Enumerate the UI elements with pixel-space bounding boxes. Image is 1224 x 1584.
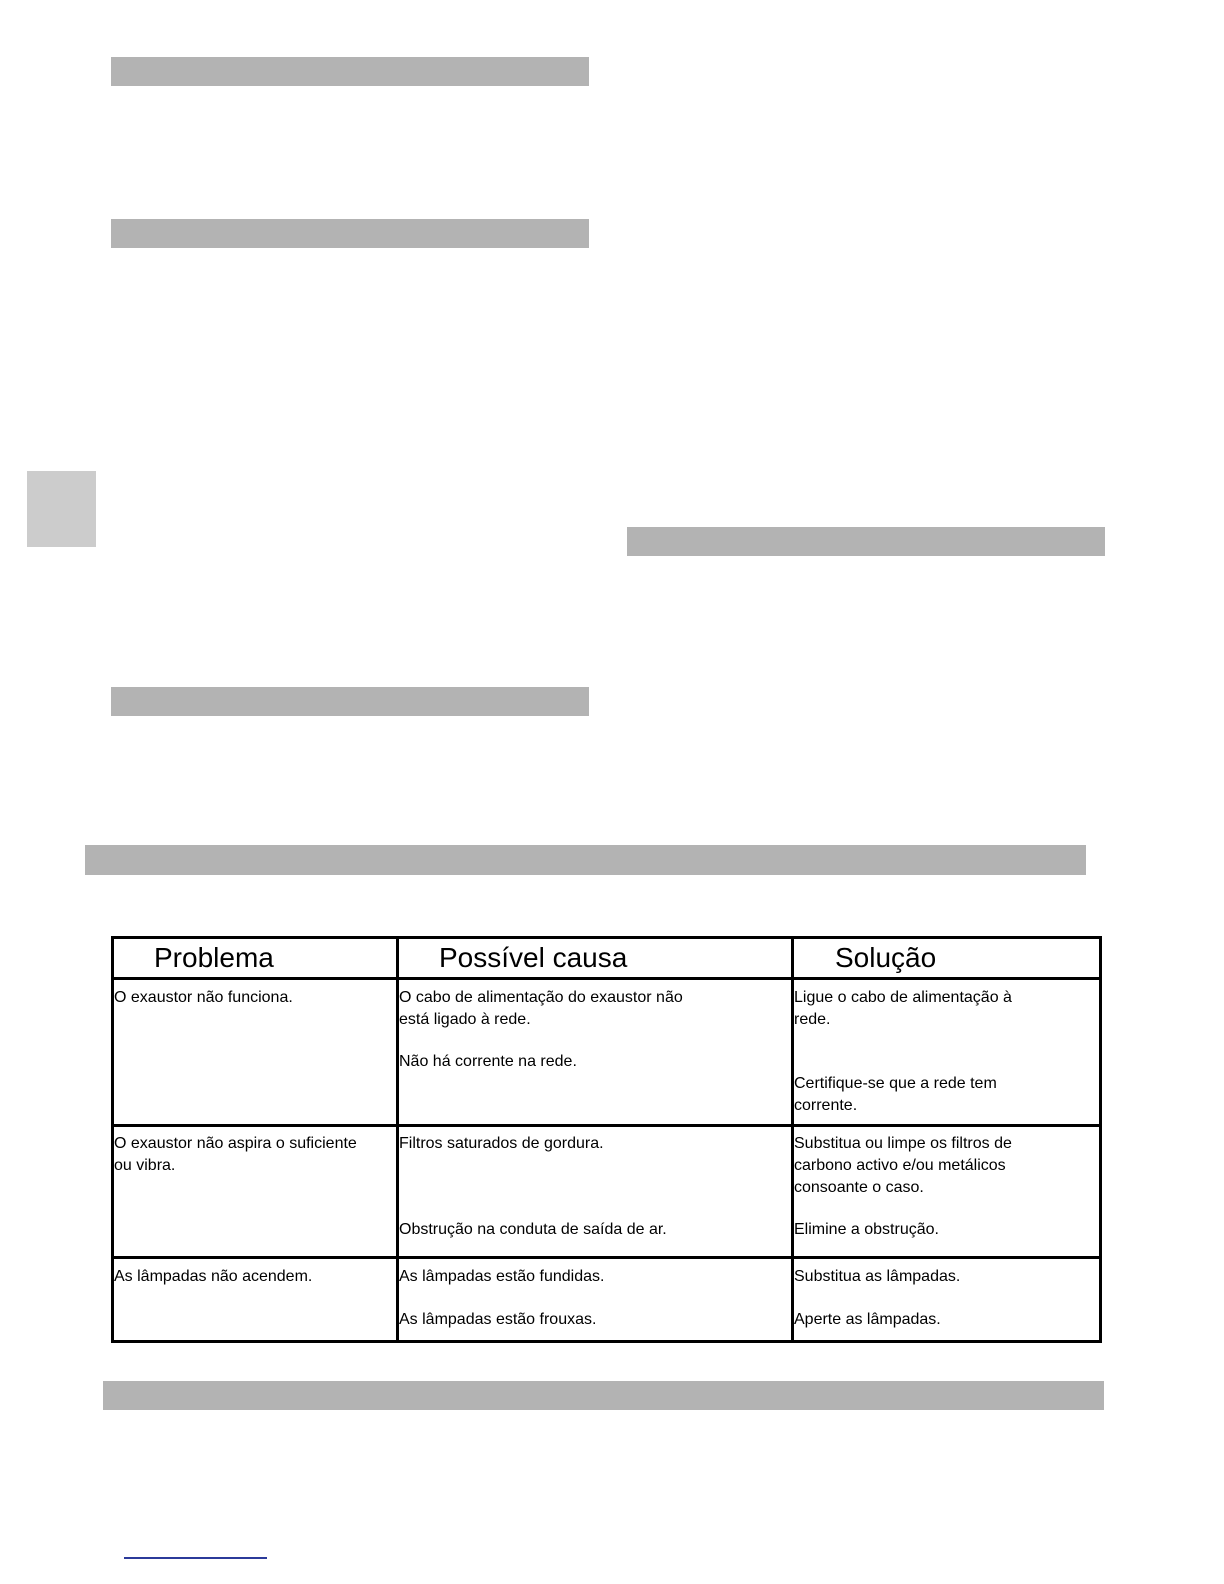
solution-text: Substitua ou limpe os filtros de [794,1134,1012,1152]
table-row [113,1125,1101,1258]
section-bar-2 [111,219,589,248]
solution-text: consoante o caso. [794,1178,924,1196]
problem-cell [113,979,398,1126]
solution-text: Substitua as lâmpadas. [794,1268,961,1286]
cause-text: O cabo de alimentação do exaustor não [399,989,683,1006]
solution-text: carbono activo e/ou metálicos [794,1156,1006,1174]
solution-text: rede. [794,1011,831,1028]
problem-cell [113,1125,398,1258]
cause-text: As lâmpadas estão frouxas. [399,1311,597,1329]
table-row [113,979,1101,1126]
header-solution-label: Solução [835,942,937,973]
solution-text: Aperte as lâmpadas. [794,1311,941,1329]
table-header-row [113,938,1101,979]
solution-text: Ligue o cabo de alimentação à [794,989,1012,1006]
troubleshooting-table [111,936,1102,1343]
problem-text: O exaustor não aspira o suficiente [114,1134,357,1152]
solution-text: Elimine a obstrução. [794,1220,939,1238]
section-bar-wide-1 [85,845,1086,875]
footer-rule [124,1557,267,1559]
section-bar-3 [627,527,1105,556]
side-language-tab [27,471,96,547]
problem-text: ou vibra. [114,1156,176,1174]
table-row [113,1258,1101,1342]
solution-text: corrente. [794,1097,858,1114]
section-bar-4 [111,687,589,716]
problem-text: As lâmpadas não acendem. [114,1268,313,1286]
solution-cell [793,979,1101,1126]
solution-cell [793,1125,1101,1258]
cause-cell [398,979,793,1126]
cause-cell [398,1125,793,1258]
header-problem [113,938,398,979]
problem-text: O exaustor não funciona. [114,989,293,1006]
solution-text: Certifique-se que a rede tem [794,1075,997,1092]
cause-text: Filtros saturados de gordura. [399,1134,604,1152]
header-cause [398,938,793,979]
cause-cell [398,1258,793,1342]
problem-cell [113,1258,398,1342]
header-cause-label: Possível causa [439,942,628,973]
header-problem-label: Problema [154,942,274,973]
solution-cell [793,1258,1101,1342]
cause-text: Obstrução na conduta de saída de ar. [399,1220,667,1238]
section-bar-1 [111,57,589,86]
cause-text: está ligado à rede. [399,1011,531,1028]
header-solution [793,938,1101,979]
section-bar-wide-2 [103,1381,1104,1410]
cause-text: Não há corrente na rede. [399,1053,577,1070]
cause-text: As lâmpadas estão fundidas. [399,1268,605,1286]
